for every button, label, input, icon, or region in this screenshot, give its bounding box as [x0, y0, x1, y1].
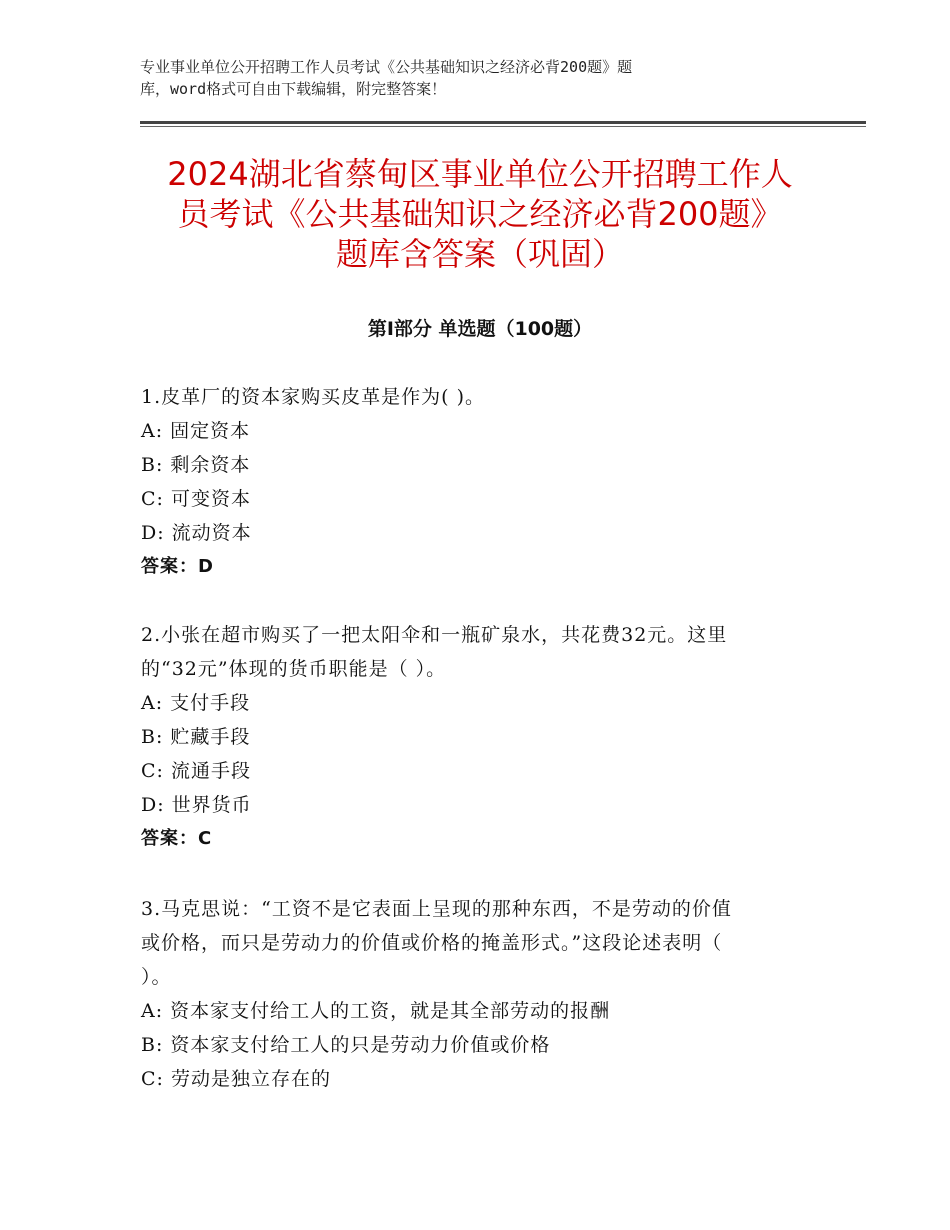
option-c: C: 可变资本 — [141, 488, 251, 510]
option-b: B: 贮藏手段 — [141, 726, 251, 748]
option-c: C: 劳动是独立存在的 — [141, 1068, 331, 1090]
document-title — [140, 154, 820, 274]
option-d: D: 世界货币 — [141, 794, 252, 816]
question-3 — [141, 892, 801, 1096]
question-stem: ）。 — [141, 966, 172, 988]
section-title: 第Ⅰ部分 单选题（100题） — [367, 318, 593, 340]
question-stem: 3.马克思说：“工资不是它表面上呈现的那种东西，不是劳动的价值 — [141, 898, 732, 920]
answer-label: 答案：C — [141, 828, 213, 849]
question-1 — [141, 380, 801, 584]
option-a: A: 固定资本 — [141, 420, 251, 442]
header-note-line: 专业事业单位公开招聘工作人员考试《公共基础知识之经济必背200题》题 — [140, 58, 633, 76]
option-a: A: 资本家支付给工人的工资，就是其全部劳动的报酬 — [141, 1000, 611, 1022]
header-note-line: 库，word格式可自由下载编辑，附完整答案！ — [140, 80, 447, 98]
option-b: B: 资本家支付给工人的只是劳动力价值或价格 — [141, 1034, 551, 1056]
option-d: D: 流动资本 — [141, 522, 252, 544]
option-b: B: 剩余资本 — [141, 454, 251, 476]
option-c: C: 流通手段 — [141, 760, 251, 782]
header-divider-thick — [140, 121, 866, 124]
answer-label: 答案：D — [141, 556, 214, 577]
question-stem: 的“32元”体现的货币职能是（ ）。 — [141, 658, 447, 680]
title-line: 题库含答案（巩固） — [335, 235, 624, 273]
title-line: 员考试《公共基础知识之经济必背200题》 — [177, 195, 783, 233]
option-a: A: 支付手段 — [141, 692, 251, 714]
question-2 — [141, 618, 801, 856]
question-stem: 2.小张在超市购买了一把太阳伞和一瓶矿泉水，共花费32元。这里 — [141, 624, 728, 646]
title-line: 2024湖北省蔡甸区事业单位公开招聘工作人 — [167, 155, 793, 193]
header-note — [140, 56, 780, 100]
question-stem: 或价格，而只是劳动力的价值或价格的掩盖形式。”这段论述表明（ — [141, 932, 723, 954]
question-stem: 1.皮革厂的资本家购买皮革是作为( )。 — [141, 386, 485, 408]
header-divider-thin — [140, 126, 866, 127]
